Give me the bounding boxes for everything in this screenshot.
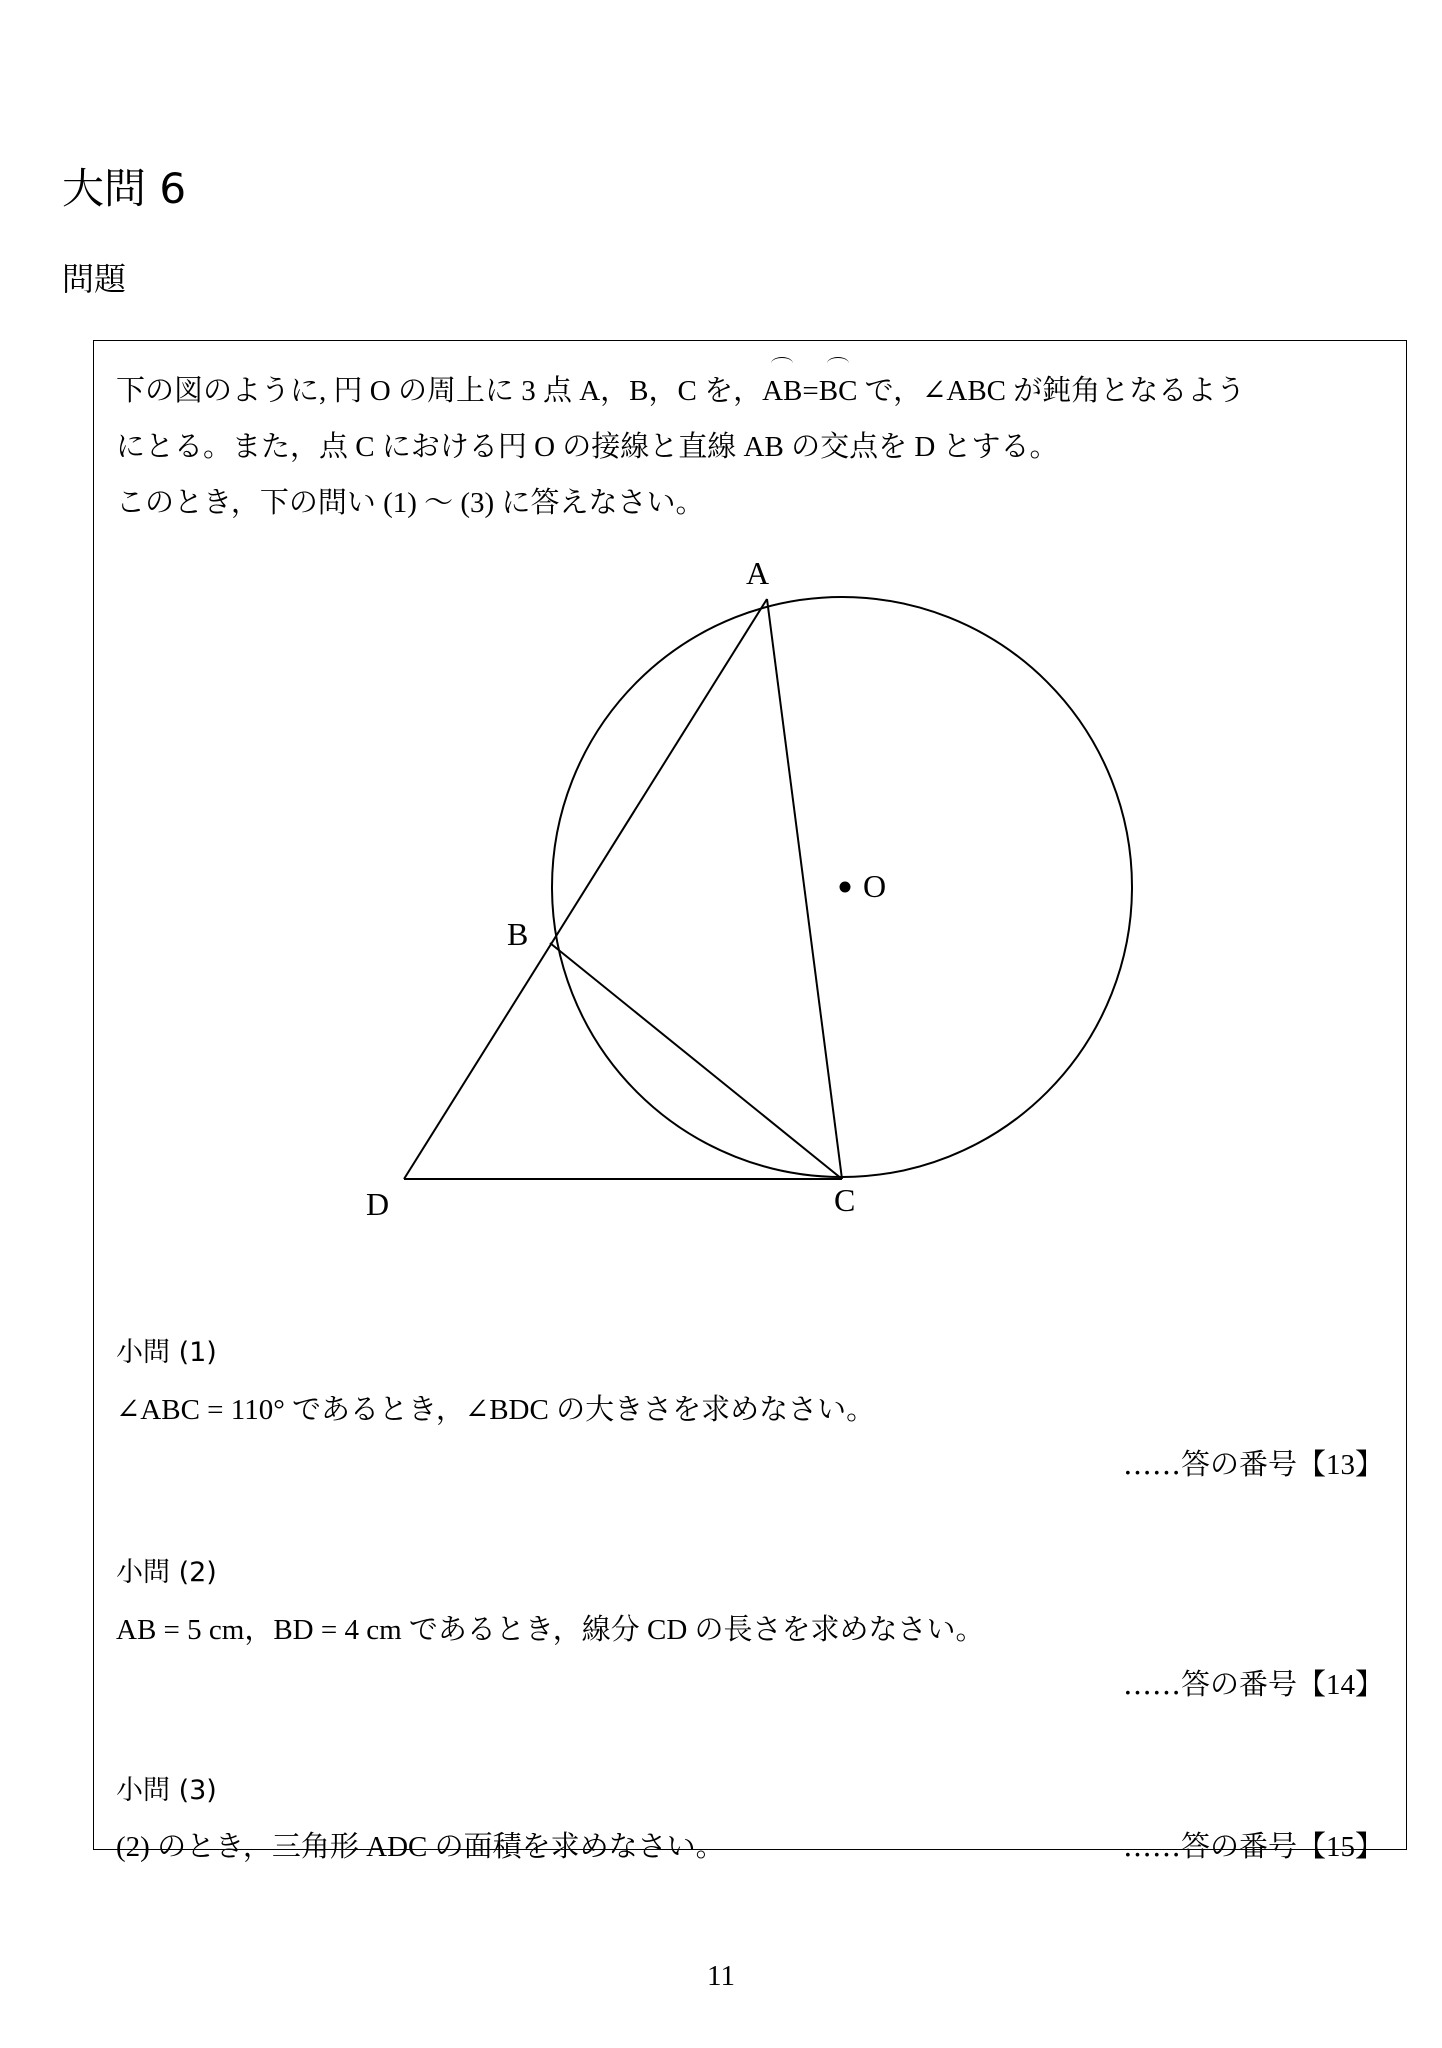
label-d: D <box>366 1186 390 1222</box>
section-title: 問題 <box>62 260 127 298</box>
arc-bc: BC <box>819 363 858 419</box>
problem-box <box>93 340 1407 1863</box>
statement-line-2: にとる。また，点 C における円 O の接線と直線 AB の交点を D とする。 <box>116 431 1059 463</box>
answer-number-15: ‥‥‥答の番号【15】 <box>1122 1831 1384 1863</box>
segment-ac <box>767 599 842 1179</box>
subquestion-2-text: AB = 5 cm，BD = 4 cm であるとき，線分 CD の長さを求めなさい。 <box>116 1614 985 1646</box>
subquestion-1-title: 小問 (1) <box>116 1337 217 1368</box>
arc-ab: AB <box>762 363 802 419</box>
answer-number-14: ‥‥‥答の番号【14】 <box>1122 1669 1384 1701</box>
subquestion-2-title: 小問 (2) <box>116 1557 217 1588</box>
equals-sign: = <box>802 375 819 407</box>
answer-number-13: ‥‥‥答の番号【13】 <box>1122 1449 1384 1481</box>
statement-line-3: このとき，下の問い (1) ～ (3) に答えなさい。 <box>116 487 705 519</box>
subquestion-3-text: (2) のとき，三角形 ADC の面積を求めなさい。 <box>116 1831 725 1863</box>
page-number: 11 <box>707 1960 735 1992</box>
segment-bc <box>550 943 842 1179</box>
subquestion-3-title: 小問 (3) <box>116 1775 217 1806</box>
statement-text: で，∠ABC が鈍角となるよう <box>857 375 1246 407</box>
center-point-o <box>840 882 851 893</box>
label-b: B <box>507 916 529 952</box>
segment-ad <box>404 599 767 1179</box>
subquestion-1-text: ∠ABC = 110° であるとき，∠BDC の大きさを求めなさい。 <box>116 1394 876 1426</box>
problem-set-title: 大問 6 <box>62 164 187 213</box>
label-c: C <box>834 1182 856 1218</box>
label-o: O <box>863 868 887 904</box>
label-a: A <box>746 555 770 591</box>
statement-text: 下の図のように, 円 O の周上に 3 点 A，B，C を， <box>116 375 763 407</box>
